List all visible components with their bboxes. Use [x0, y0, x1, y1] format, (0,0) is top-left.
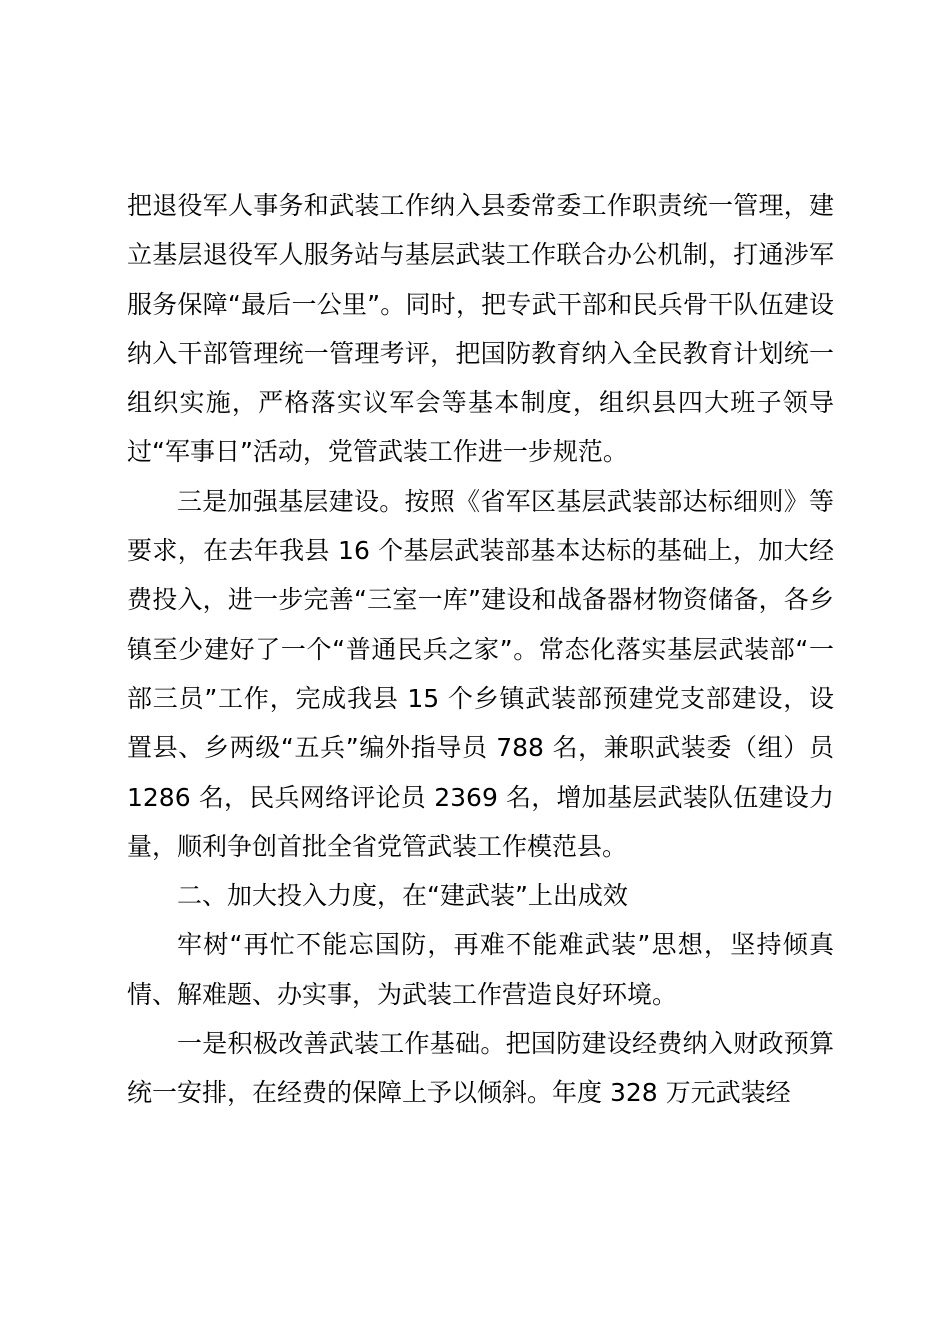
paragraph-4: 一是积极改善武装工作基础。把国防建设经费纳入财政预算统一安排，在经费的保障上予以倾斜。年度 328 万元武装经 — [127, 1029, 834, 1108]
paragraph-1: 把退役军人事务和武装工作纳入县委常委工作职责统一管理，建立基层退役军人服务站与基层武装工作联合办公机制，打通涉军服务保障“最后一公里”。同时，把专武干部和民兵骨干队伍建设纳入干部管理统一管理考评，把国防教育纳入全民教育计划统一组织实施，严格落实议军会等基本制度，组织县四大班子领导过“军事日”活动，党管武装工作进一步规范。 — [127, 191, 834, 467]
section-heading: 二、加大投入力度，在“建武装”上出成效 — [177, 881, 628, 911]
paragraph-2: 三是加强基层建设。按照《省军区基层武装部达标细则》等要求，在去年我县 16 个基层武装部基本达标的基础上，加大经费投入，进一步完善“三室一库”建设和战备器材物资储备，各乡镇至少建好了一个“普通民兵之家”。常态化落实基层武装部“一部三员”工作，完成我县 15 个乡镇武装部预建党支部建设，设置县、乡两级“五兵”编外指导员 788 名，兼职武装委（组）员 1286 名，民兵网络评论员 2369 名，增加基层武装队伍建设力量，顺利争创首批全省党管武装工作模范县。 — [127, 486, 834, 861]
paragraph-3: 牢树“再忙不能忘国防，再难不能难武装”思想，坚持倾真情、解难题、办实事，为武装工作营造良好环境。 — [127, 930, 834, 1009]
document-body — [127, 181, 834, 1118]
